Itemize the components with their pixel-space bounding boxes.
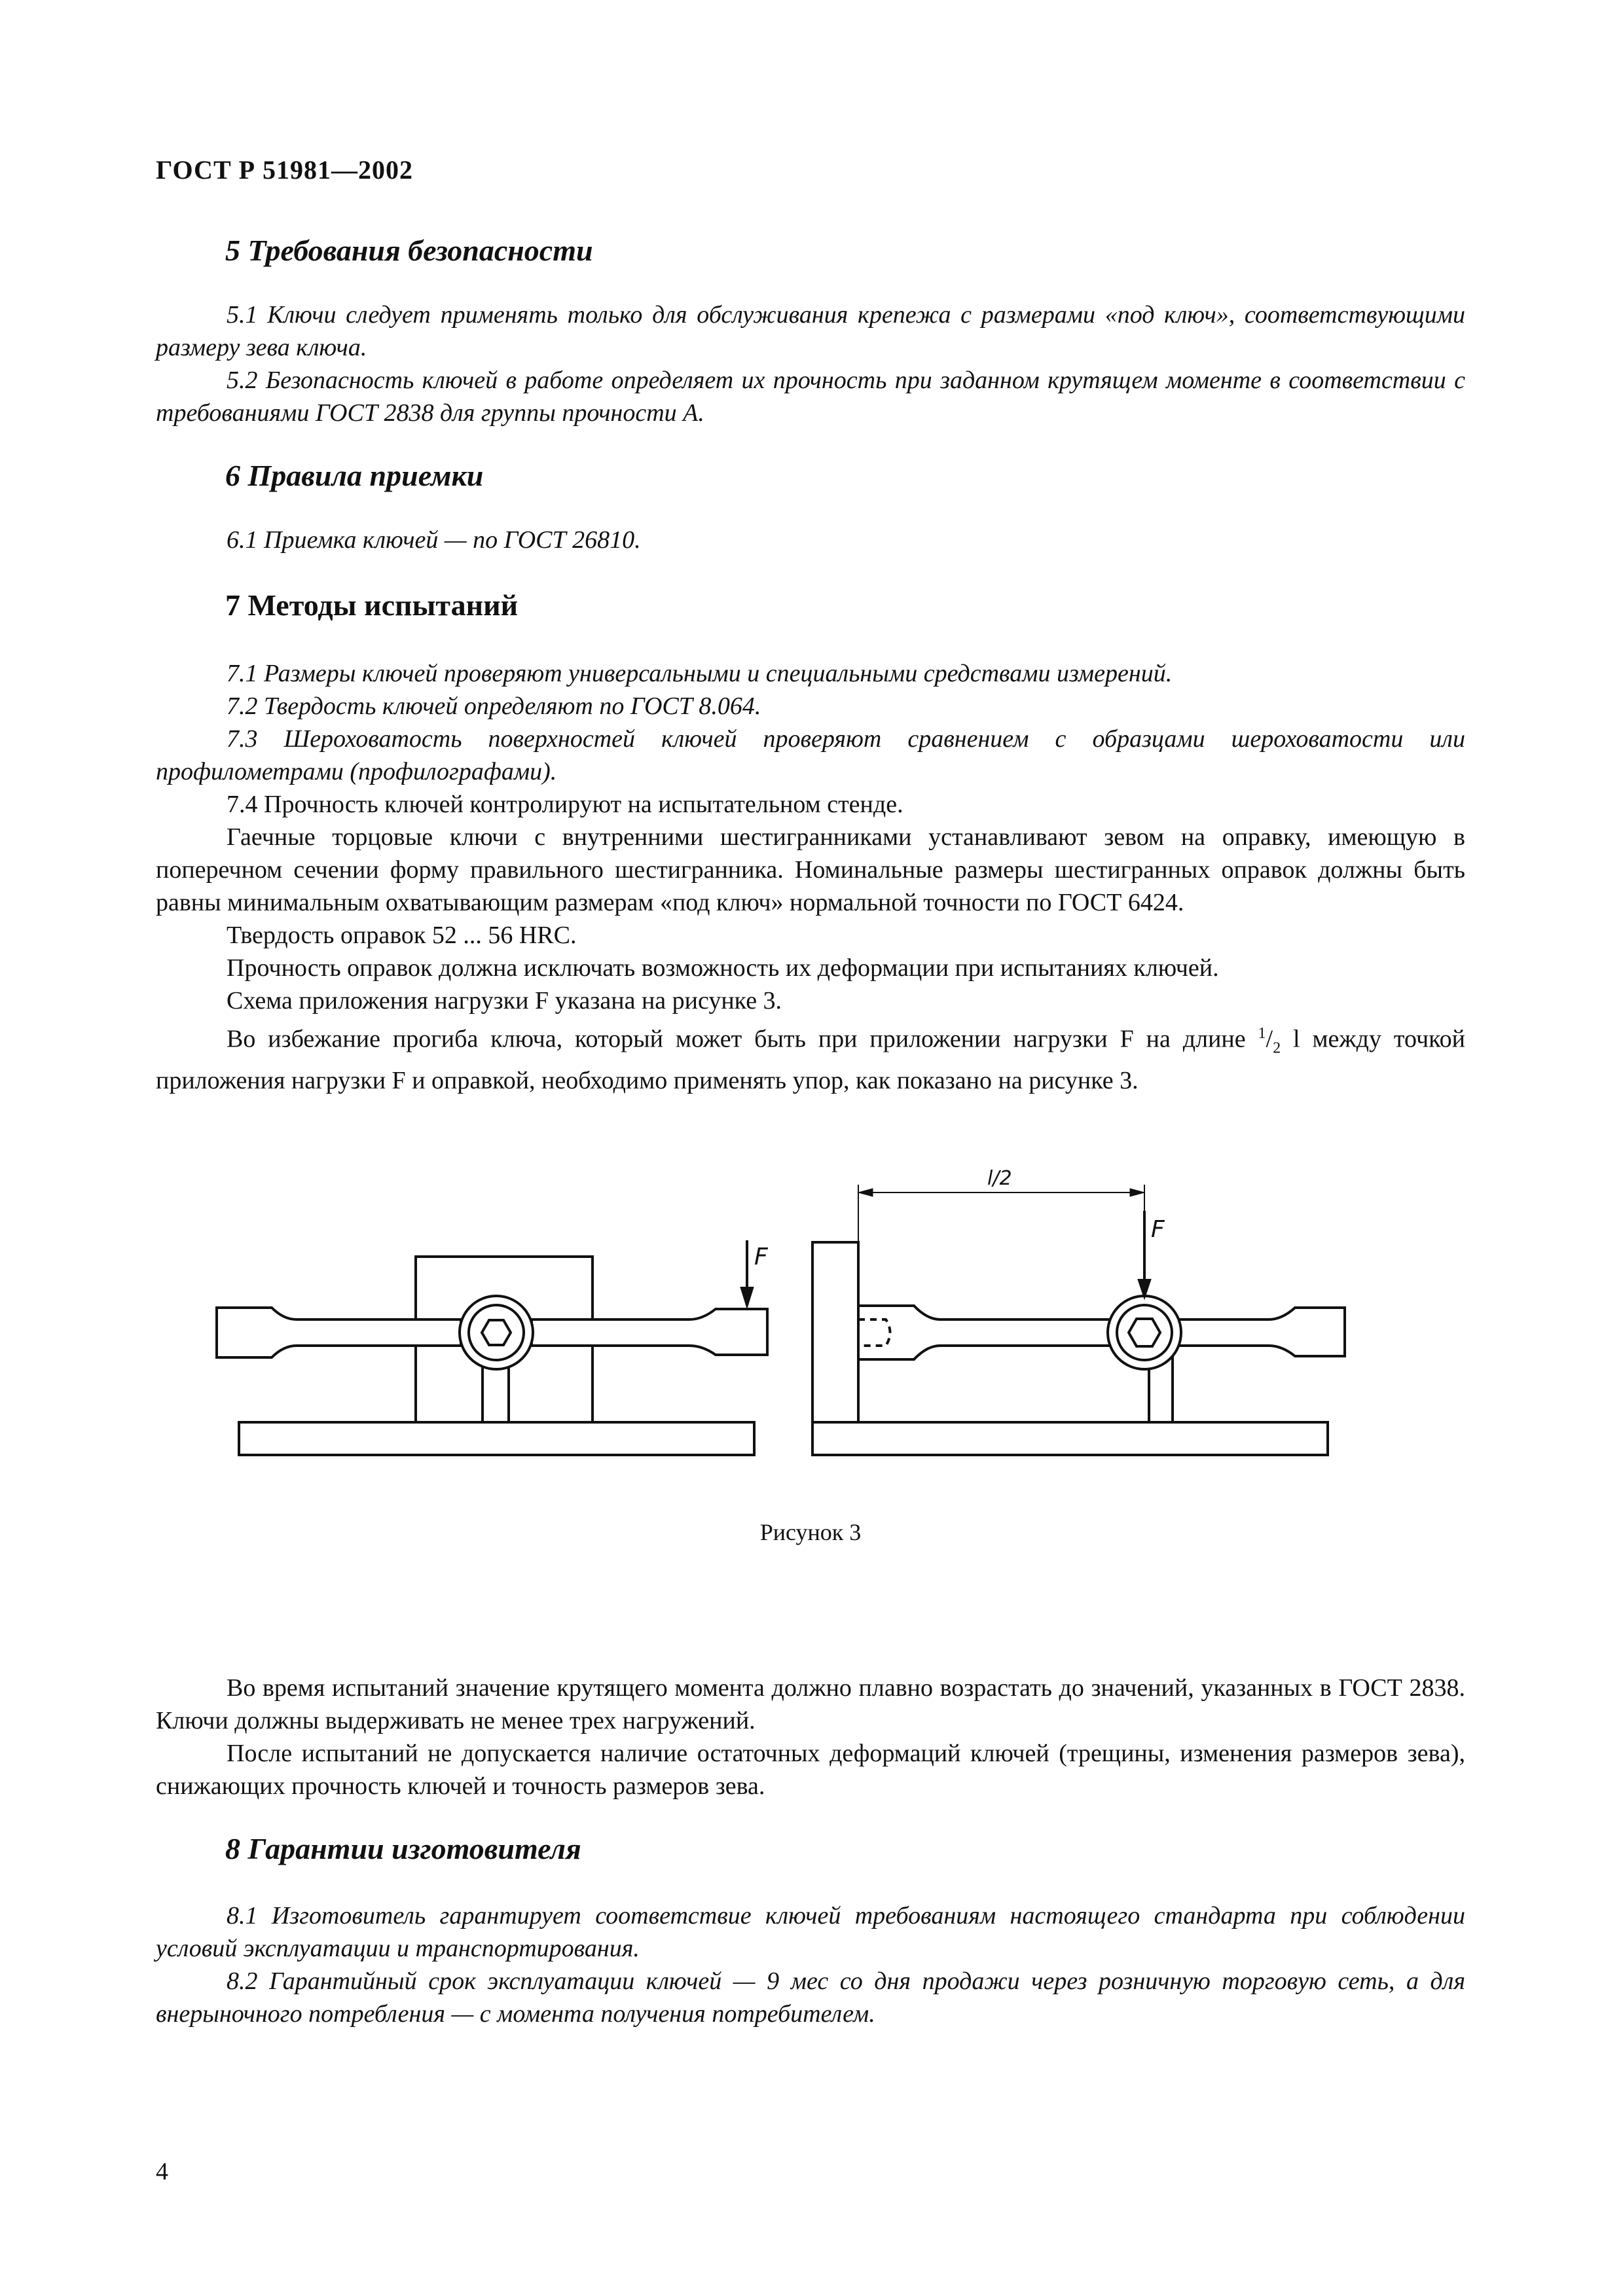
left-force-label: F	[754, 1244, 768, 1270]
document-page	[156, 0, 1465, 2296]
para-8-1: 8.1 Изготовитель гарантирует соответствие ключей требованиям настоящего стандарта при соблюдении условий эксплуатации и транспортирования.	[156, 1902, 1465, 1962]
deflection-text-b: l между точкой приложения нагрузки F и оправкой, необходимо применять упор, как показано на рисунке 3.	[156, 1025, 1465, 1095]
para-5-1: 5.1 Ключи следует применять только для обслуживания крепежа с размерами «под ключ», соответствующими размеру зева ключа.	[156, 301, 1465, 361]
para-8-2: 8.2 Гарантийный срок эксплуатации ключей — 9 мес со дня продажи через розничную торговую сеть, а для внерыночного потребления — с момента получения потребителем.	[156, 1967, 1465, 2028]
para-7-4-after-test: После испытаний не допускается наличие остаточных деформаций ключей (трещины, изменения размеров зева), снижающих прочность ключей и точность размеров зева.	[156, 1740, 1465, 1800]
para-5-2: 5.2 Безопасность ключей в работе определяет их прочность при заданном крутящем моменте в соответствии с требованиями ГОСТ 2838 для группы прочности А.	[156, 367, 1465, 427]
para-7-4-hardness: Твердость оправок 52 ... 56 HRC.	[227, 922, 577, 949]
right-stop-block	[812, 1242, 858, 1422]
section-5-title: 5 Требования безопасности	[225, 234, 593, 267]
right-wrench-body	[858, 1306, 1113, 1359]
right-wrench-socket-outer	[1108, 1296, 1181, 1369]
right-base-plate	[812, 1422, 1328, 1455]
section-6-title: 6 Правила приемки	[225, 459, 484, 492]
dimension-label: l/2	[987, 1167, 1012, 1190]
right-test-stand	[812, 1185, 1345, 1455]
para-7-4-torque: Во время испытаний значение крутящего момента должно плавно возрастать до значений, указанных в ГОСТ 2838. Ключи должны выдерживать не менее трех нагружений.	[156, 1674, 1465, 1734]
left-test-stand	[217, 1240, 767, 1455]
section-8-title: 8 Гарантии изготовителя	[225, 1832, 581, 1865]
fraction-numerator: 1	[1258, 1025, 1266, 1042]
para-7-4: 7.4 Прочность ключей контролируют на испытательном стенде.	[227, 791, 903, 818]
right-force-arrowhead	[1139, 1280, 1150, 1296]
figure-caption: Рисунок 3	[759, 1519, 862, 1545]
left-wrench-right-arm	[532, 1309, 767, 1355]
para-7-4-mandrel: Гаечные торцовые ключи с внутренними шестигранниками устанавливают зевом на оправку, имеющую в поперечном сечении форму правильного шестигранника. Номинальные размеры шестигранных оправок должны быть равны минимальным охватывающим размерам «под ключ» нормальной точности по ГОСТ 6424.	[156, 823, 1465, 916]
left-wrench-socket-outer	[460, 1296, 533, 1369]
right-force-label: F	[1151, 1216, 1165, 1243]
para-7-4-scheme: Схема приложения нагрузки F указана на рисунке 3.	[227, 987, 782, 1014]
para-7-4-deflection: Во избежание прогиба ключа, который может быть при приложении нагрузки F на длине $^1/_2$ l между точкой приложения нагрузки F и оправкой, необходимо применять упор, как показано на рисунке 3.	[156, 1025, 1465, 1095]
left-wrench-body	[217, 1308, 461, 1357]
figure-3-drawing	[156, 1165, 1465, 1505]
document-header: ГОСТ Р 51981—2002	[156, 155, 414, 185]
para-7-2: 7.2 Твердость ключей определяют по ГОСТ 8.064.	[227, 692, 761, 720]
fraction-denominator: 2	[1273, 1039, 1281, 1057]
dimension-arrow-left	[858, 1189, 873, 1196]
left-base-plate	[239, 1422, 754, 1455]
para-6-1: 6.1 Приемка ключей — по ГОСТ 26810.	[227, 526, 641, 554]
page-number: 4	[156, 2158, 168, 2185]
section-7-title: 7 Методы испытаний	[225, 588, 519, 622]
dimension-arrow-right	[1130, 1189, 1144, 1196]
para-7-4-strength: Прочность оправок должна исключать возможность их деформации при испытаниях ключей.	[227, 954, 1219, 982]
para-7-3: 7.3 Шероховатость поверхностей ключей проверяют сравнением с образцами шероховатости или профилометрами (профилографами).	[156, 725, 1465, 785]
left-force-arrowhead	[742, 1288, 752, 1305]
right-wrench-right-arm	[1175, 1308, 1345, 1356]
para-7-1: 7.1 Размеры ключей проверяют универсальными и специальными средствами измерений.	[227, 660, 1173, 687]
deflection-text-a: Во избежание прогиба ключа, который может быть при приложении нагрузки F на длине	[227, 1025, 1258, 1053]
